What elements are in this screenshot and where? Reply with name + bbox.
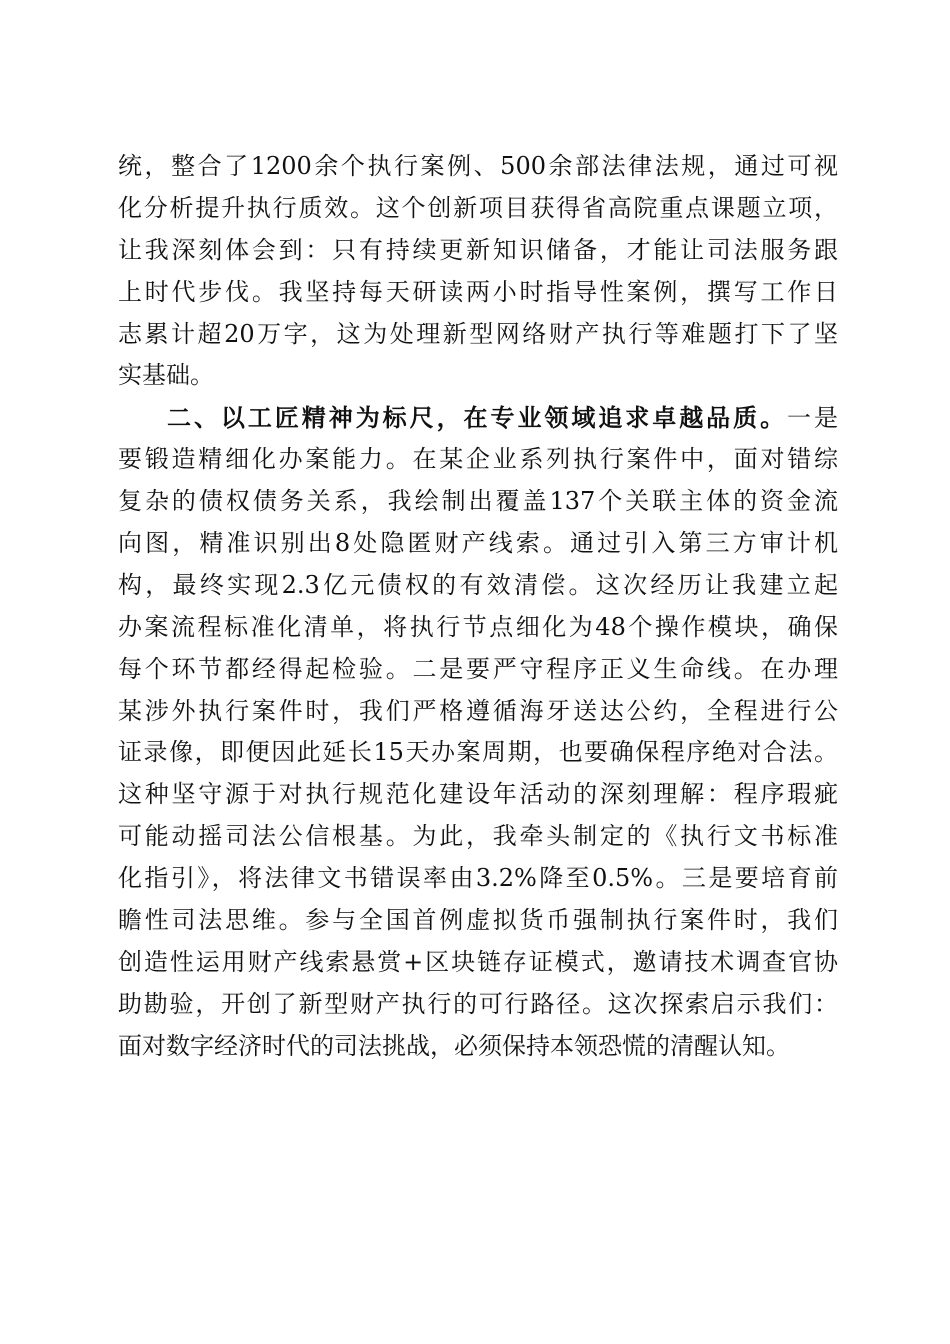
text-line: 化分析提升执行质效。这个创新项目获得省高院重点课题立项，: [118, 193, 838, 222]
text-line: 助勘验，开创了新型财产执行的可行路径。这次探索启示我们：: [118, 989, 838, 1018]
text-line: 创造性运用财产线索悬赏+区块链存证模式，邀请技术调查官协: [118, 947, 838, 976]
section-heading: 二、以工匠精神为标尺，在专业领域追求卓越品质。: [167, 403, 788, 433]
text-line: 上时代步伐。我坚持每天研读两小时指导性案例，撰写工作日: [118, 277, 838, 306]
text-line: 办案流程标准化清单，将执行节点细化为48个操作模块，确保: [118, 612, 838, 641]
text-line: 证录像，即便因此延长15天办案周期，也要确保程序绝对合法。: [118, 738, 838, 767]
text-line: 统，整合了1200余个执行案例、500余部法律法规，通过可视: [118, 152, 838, 180]
text-line: 可能动摇司法公信根基。为此，我牵头制定的《执行文书标准: [118, 822, 838, 851]
text-line: 这种坚守源于对执行规范化建设年活动的深刻理解：程序瑕疵: [118, 780, 838, 809]
text-line: 向图，精准识别出8处隐匿财产线索。通过引入第三方审计机: [118, 529, 838, 558]
text-line: 志累计超20万字，这为处理新型网络财产执行等难题打下了坚: [118, 319, 838, 348]
paragraph-first-line: [118, 397, 838, 439]
text-run: 一是: [787, 404, 839, 433]
text-line: 面对数字经济时代的司法挑战，必须保持本领恐慌的清醒认知。: [118, 1031, 790, 1060]
text-line: 构，最终实现2.3亿元债权的有效清偿。这次经历让我建立起: [118, 570, 838, 599]
text-line: 复杂的债权债务关系，我绘制出覆盖137个关联主体的资金流: [118, 487, 838, 516]
text-line: 要锻造精细化办案能力。在某企业系列执行案件中，面对错综: [118, 445, 838, 474]
text-line: 让我深刻体会到：只有持续更新知识储备，才能让司法服务跟: [118, 235, 838, 264]
paragraph-1: [118, 146, 838, 397]
text-line: 每个环节都经得起检验。二是要严守程序正义生命线。在办理: [118, 654, 838, 683]
paragraph-2: [118, 397, 838, 1067]
text-line: 某涉外执行案件时，我们严格遵循海牙送达公约，全程进行公: [118, 696, 838, 725]
text-line: 瞻性司法思维。参与全国首例虚拟货币强制执行案件时，我们: [118, 906, 838, 935]
text-line: 实基础。: [118, 361, 214, 390]
document-body: [118, 146, 838, 1068]
text-line: 化指引》，将法律文书错误率由3.2%降至0.5%。三是要培育前: [118, 864, 838, 893]
